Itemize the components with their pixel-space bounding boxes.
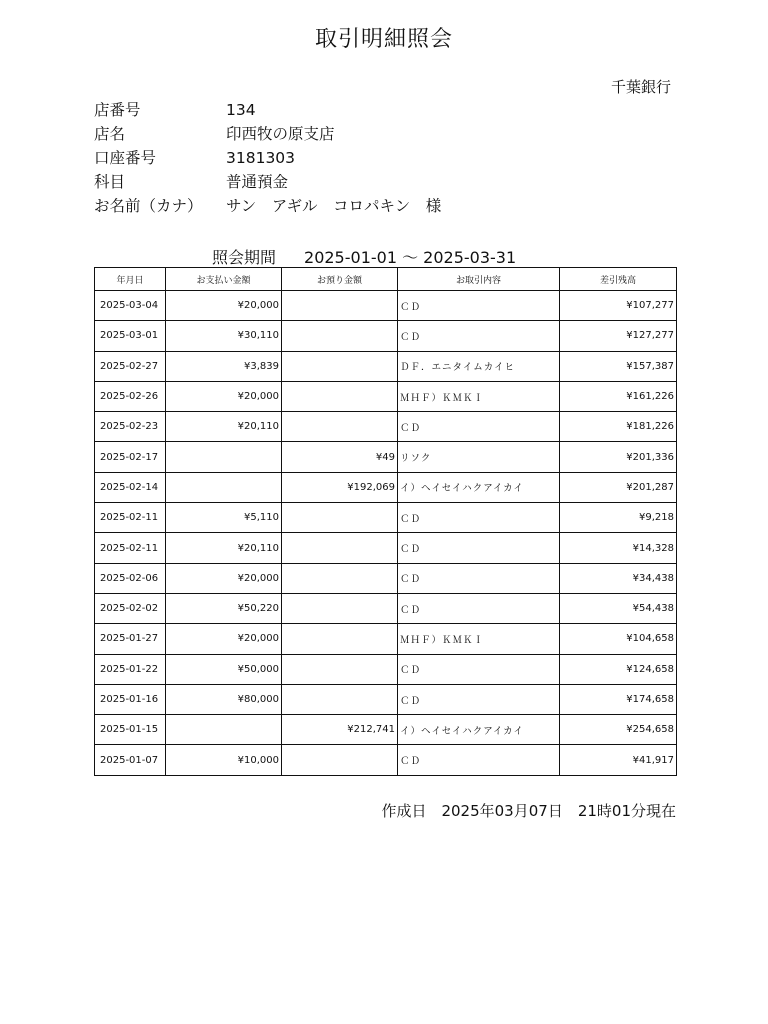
cell-date: 2025-02-06 [95, 563, 166, 593]
cell-description: イ）ヘイセイハクアイカイ [398, 715, 560, 745]
cell-balance: ¥104,658 [560, 624, 677, 654]
cell-balance: ¥41,917 [560, 745, 677, 775]
table-row [95, 624, 677, 654]
cell-date: 2025-02-11 [95, 503, 166, 533]
table-row [95, 715, 677, 745]
cell-balance: ¥9,218 [560, 503, 677, 533]
table-row [95, 503, 677, 533]
table-row [95, 472, 677, 502]
cell-date: 2025-02-26 [95, 381, 166, 411]
cell-deposit [282, 412, 398, 442]
cell-deposit [282, 351, 398, 381]
cell-deposit: ¥212,741 [282, 715, 398, 745]
info-label: 店番号 [94, 101, 141, 119]
cell-date: 2025-02-23 [95, 412, 166, 442]
bank-name: 千葉銀行 [610, 78, 671, 96]
transaction-table [94, 267, 677, 776]
cell-description: ＣＤ [398, 503, 560, 533]
cell-balance: ¥201,336 [560, 442, 677, 472]
column-header-description: お取引内容 [398, 268, 560, 291]
cell-payment: ¥20,000 [166, 291, 282, 321]
column-header-payment: お支払い金額 [166, 268, 282, 291]
cell-description: ＣＤ [398, 321, 560, 351]
cell-deposit [282, 684, 398, 714]
table-header-row [95, 268, 677, 291]
cell-description: ＣＤ [398, 593, 560, 623]
table-row [95, 745, 677, 775]
cell-payment: ¥20,000 [166, 624, 282, 654]
cell-payment [166, 442, 282, 472]
cell-description: イ）ヘイセイハクアイカイ [398, 472, 560, 502]
table-row [95, 563, 677, 593]
cell-payment: ¥20,000 [166, 381, 282, 411]
cell-description: ＣＤ [398, 412, 560, 442]
table-row [95, 533, 677, 563]
cell-date: 2025-02-17 [95, 442, 166, 472]
cell-date: 2025-03-01 [95, 321, 166, 351]
cell-payment: ¥20,000 [166, 563, 282, 593]
info-value: 134 [226, 101, 256, 119]
cell-date: 2025-01-16 [95, 684, 166, 714]
column-header-deposit: お預り金額 [282, 268, 398, 291]
cell-payment: ¥3,839 [166, 351, 282, 381]
cell-payment: ¥5,110 [166, 503, 282, 533]
cell-description: ＣＤ [398, 684, 560, 714]
info-label: 店名 [94, 125, 126, 143]
cell-date: 2025-02-11 [95, 533, 166, 563]
account-info [94, 98, 441, 218]
cell-description: リソク [398, 442, 560, 472]
cell-balance: ¥107,277 [560, 291, 677, 321]
info-row-branch-number [94, 98, 441, 122]
cell-balance: ¥124,658 [560, 654, 677, 684]
cell-payment [166, 715, 282, 745]
info-row-holder-name [94, 194, 441, 218]
created-timestamp: 作成日 2025年03月07日 21時01分現在 [381, 802, 676, 820]
cell-balance: ¥201,287 [560, 472, 677, 502]
cell-date: 2025-03-04 [95, 291, 166, 321]
table-row [95, 321, 677, 351]
cell-balance: ¥157,387 [560, 351, 677, 381]
cell-deposit [282, 321, 398, 351]
cell-deposit: ¥192,069 [282, 472, 398, 502]
table-row [95, 684, 677, 714]
cell-description: ＣＤ [398, 654, 560, 684]
cell-balance: ¥14,328 [560, 533, 677, 563]
info-label: お名前（カナ） [94, 197, 203, 215]
table-row [95, 291, 677, 321]
info-row-branch-name [94, 122, 441, 146]
cell-description: ＣＤ [398, 745, 560, 775]
cell-payment: ¥80,000 [166, 684, 282, 714]
cell-payment: ¥20,110 [166, 412, 282, 442]
column-header-date: 年月日 [95, 268, 166, 291]
cell-deposit [282, 503, 398, 533]
cell-date: 2025-01-22 [95, 654, 166, 684]
info-value: 3181303 [226, 149, 296, 167]
info-value: 印西牧の原支店 [226, 125, 335, 143]
page-title: 取引明細照会 [314, 27, 453, 52]
table-row [95, 351, 677, 381]
period-label: 照会期間 [212, 248, 277, 267]
table-row [95, 412, 677, 442]
table-row [95, 381, 677, 411]
cell-description: ＣＤ [398, 563, 560, 593]
column-header-balance: 差引残高 [560, 268, 677, 291]
inquiry-period [212, 245, 516, 268]
cell-deposit [282, 381, 398, 411]
table-row [95, 654, 677, 684]
cell-payment [166, 472, 282, 502]
cell-deposit [282, 533, 398, 563]
cell-date: 2025-01-15 [95, 715, 166, 745]
cell-balance: ¥161,226 [560, 381, 677, 411]
cell-description: ＤＦ．エニタイムカイヒ [398, 351, 560, 381]
cell-deposit [282, 745, 398, 775]
cell-date: 2025-02-14 [95, 472, 166, 502]
cell-description: ＣＤ [398, 533, 560, 563]
cell-deposit [282, 654, 398, 684]
table-row [95, 442, 677, 472]
info-row-account-number [94, 146, 441, 170]
cell-description: ＭＨＦ）ＫＭＫＩ [398, 624, 560, 654]
cell-balance: ¥127,277 [560, 321, 677, 351]
cell-date: 2025-02-27 [95, 351, 166, 381]
cell-description: ＣＤ [398, 291, 560, 321]
cell-balance: ¥181,226 [560, 412, 677, 442]
cell-deposit [282, 563, 398, 593]
cell-deposit: ¥49 [282, 442, 398, 472]
cell-balance: ¥34,438 [560, 563, 677, 593]
info-label: 科目 [94, 173, 126, 191]
cell-deposit [282, 624, 398, 654]
cell-balance: ¥174,658 [560, 684, 677, 714]
transaction-rows [95, 291, 677, 776]
cell-date: 2025-01-27 [95, 624, 166, 654]
cell-deposit [282, 593, 398, 623]
cell-payment: ¥50,000 [166, 654, 282, 684]
period-range: 2025-01-01 ～ 2025-03-31 [304, 248, 517, 267]
info-value: 普通預金 [226, 173, 289, 191]
cell-balance: ¥254,658 [560, 715, 677, 745]
info-value: サン アギル コロパキン 様 [226, 197, 442, 215]
cell-payment: ¥50,220 [166, 593, 282, 623]
table-row [95, 593, 677, 623]
cell-payment: ¥10,000 [166, 745, 282, 775]
cell-deposit [282, 291, 398, 321]
cell-balance: ¥54,438 [560, 593, 677, 623]
info-label: 口座番号 [94, 149, 157, 167]
cell-payment: ¥30,110 [166, 321, 282, 351]
cell-payment: ¥20,110 [166, 533, 282, 563]
cell-description: ＭＨＦ）ＫＭＫＩ [398, 381, 560, 411]
cell-date: 2025-01-07 [95, 745, 166, 775]
info-row-account-type [94, 170, 441, 194]
cell-date: 2025-02-02 [95, 593, 166, 623]
